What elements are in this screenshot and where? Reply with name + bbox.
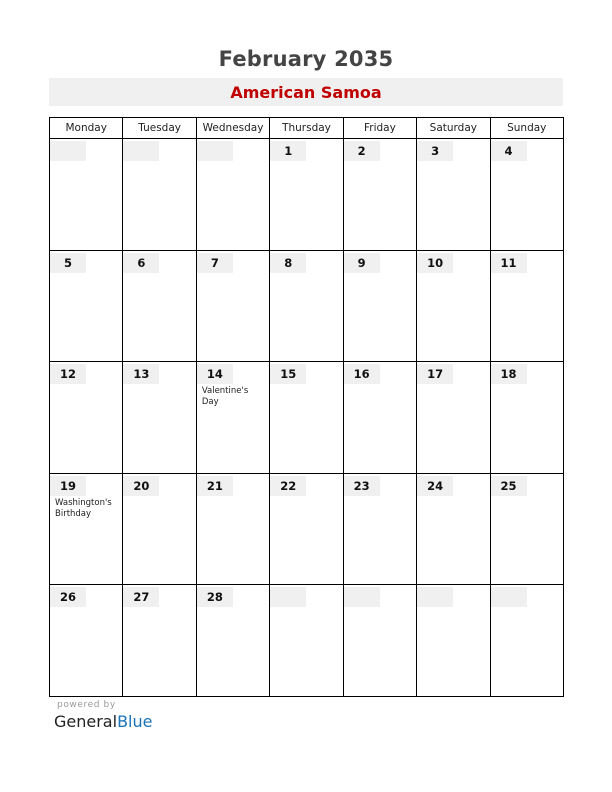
day-number: 7 xyxy=(197,253,233,273)
day-number: 22 xyxy=(270,476,306,496)
day-number: 18 xyxy=(491,364,527,384)
day-cell xyxy=(417,250,490,362)
calendar-grid xyxy=(49,117,564,697)
weekday-header-row xyxy=(50,118,564,139)
day-cell xyxy=(417,585,490,697)
day-number: 20 xyxy=(123,476,159,496)
week-row-1 xyxy=(50,139,564,251)
day-cell xyxy=(417,473,490,585)
day-number: 16 xyxy=(344,364,380,384)
country-banner xyxy=(49,78,563,106)
day-cell xyxy=(270,139,343,251)
day-number: 17 xyxy=(417,364,453,384)
day-cell xyxy=(417,139,490,251)
day-cell xyxy=(196,585,269,697)
day-number: 3 xyxy=(417,141,453,161)
day-cell xyxy=(123,362,196,474)
day-cell xyxy=(270,585,343,697)
day-number: 24 xyxy=(417,476,453,496)
day-number: 14 xyxy=(197,364,233,384)
weekday-thursday: Thursday xyxy=(270,118,343,139)
day-number: 9 xyxy=(344,253,380,273)
day-number: 10 xyxy=(417,253,453,273)
day-cell xyxy=(196,139,269,251)
day-number: 28 xyxy=(197,587,233,607)
day-number: 15 xyxy=(270,364,306,384)
country-name: American Samoa xyxy=(230,83,382,102)
day-cell xyxy=(50,139,123,251)
day-cell xyxy=(490,473,563,585)
day-cell xyxy=(343,250,416,362)
day-cell xyxy=(50,585,123,697)
day-cell xyxy=(343,139,416,251)
weekday-tuesday: Tuesday xyxy=(123,118,196,139)
day-cell xyxy=(270,362,343,474)
day-number-empty xyxy=(270,587,306,607)
day-cell xyxy=(270,473,343,585)
day-number-empty xyxy=(50,141,86,161)
day-cell xyxy=(50,473,123,585)
day-number: 27 xyxy=(123,587,159,607)
holiday-label-valentines: Valentine's Day xyxy=(201,386,249,408)
day-cell xyxy=(123,473,196,585)
day-cell xyxy=(50,250,123,362)
weekday-sunday: Sunday xyxy=(490,118,563,139)
day-number: 13 xyxy=(123,364,159,384)
week-row-2 xyxy=(50,250,564,362)
day-cell xyxy=(343,473,416,585)
day-number: 5 xyxy=(50,253,86,273)
day-number: 2 xyxy=(344,141,380,161)
day-cell xyxy=(417,362,490,474)
day-number-empty xyxy=(417,587,453,607)
day-number: 4 xyxy=(491,141,527,161)
day-cell xyxy=(123,250,196,362)
day-number-empty xyxy=(344,587,380,607)
day-number: 19 xyxy=(50,476,86,496)
week-row-3 xyxy=(50,362,564,474)
day-number: 25 xyxy=(491,476,527,496)
day-cell xyxy=(196,250,269,362)
powered-by-text: powered by xyxy=(57,700,116,710)
day-cell xyxy=(343,362,416,474)
day-number: 12 xyxy=(50,364,86,384)
day-number: 26 xyxy=(50,587,86,607)
day-cell xyxy=(343,585,416,697)
day-cell xyxy=(123,585,196,697)
day-cell xyxy=(490,362,563,474)
day-cell xyxy=(270,250,343,362)
day-number: 21 xyxy=(197,476,233,496)
weekday-saturday: Saturday xyxy=(417,118,490,139)
day-cell xyxy=(490,250,563,362)
brand-blue: Blue xyxy=(117,712,153,731)
day-cell xyxy=(490,585,563,697)
day-number: 23 xyxy=(344,476,380,496)
week-row-4 xyxy=(50,473,564,585)
day-number: 8 xyxy=(270,253,306,273)
week-row-5 xyxy=(50,585,564,697)
day-number-empty xyxy=(123,141,159,161)
day-number: 6 xyxy=(123,253,159,273)
holiday-label-washington: Washington's Birthday xyxy=(55,497,112,519)
day-cell xyxy=(490,139,563,251)
weekday-monday: Monday xyxy=(50,118,123,139)
day-cell xyxy=(50,362,123,474)
brand-general: General xyxy=(54,712,118,731)
day-number: 1 xyxy=(270,141,306,161)
day-cell xyxy=(196,473,269,585)
day-number: 11 xyxy=(491,253,527,273)
day-number-empty xyxy=(197,141,233,161)
weekday-friday: Friday xyxy=(343,118,416,139)
weekday-wednesday: Wednesday xyxy=(196,118,269,139)
page-title: February 2035 xyxy=(218,47,394,71)
day-number-empty xyxy=(491,587,527,607)
day-cell xyxy=(123,139,196,251)
generalblue-logo[interactable] xyxy=(54,712,152,731)
day-cell xyxy=(196,362,269,474)
